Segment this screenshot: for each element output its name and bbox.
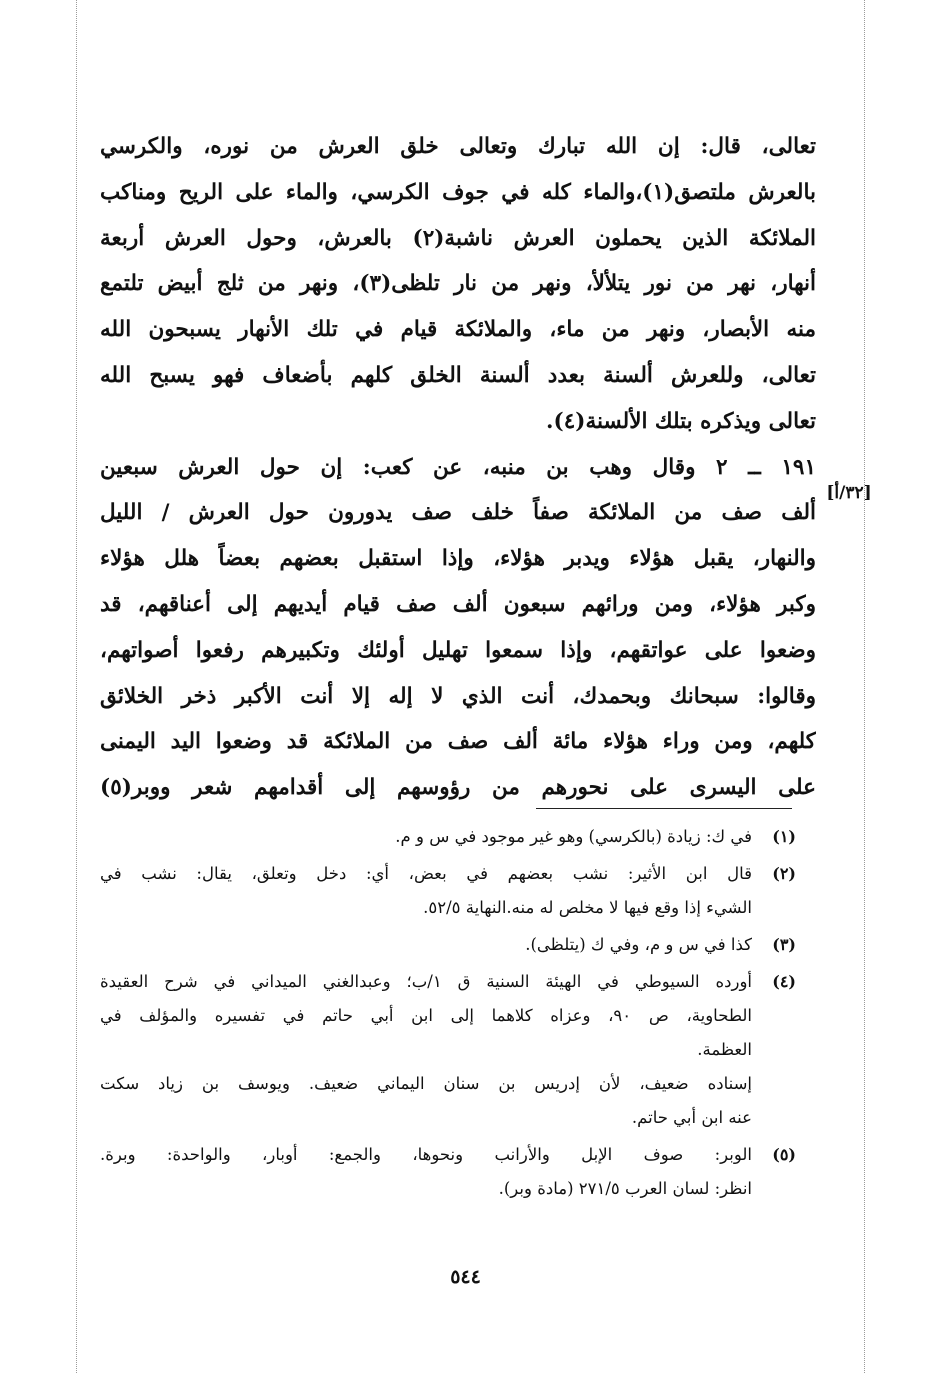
footnote-separator xyxy=(536,808,792,809)
main-text-line: ألف صف من الملائكة صفاً خلف صف يدورون حول العرش / الليل xyxy=(100,500,816,526)
footnote-line: كذا في س و م، وفي ك (يتلظى). xyxy=(525,935,752,954)
page-number: ٥٤٤ xyxy=(450,1266,481,1288)
footnote-line: انظر: لسان العرب ٢٧١/٥ (مادة وبر). xyxy=(498,1179,752,1198)
footnote-line: إسناده ضعيف، لأن إدريس بن سنان اليماني ضعيف. ويوسف بن زياد سكت xyxy=(100,1074,752,1093)
main-text-line: أنهار، نهر من نور يتلألأ، ونهر من نار تلظى(٣)، ونهر من ثلج أبيض تلتمع xyxy=(100,271,816,297)
main-text-line: والنهار، يقبل هؤلاء ويدبر هؤلاء، وإذا استقبل بعضهم بعضاً هلل هؤلاء xyxy=(100,546,816,572)
footnote-line: الطحاوية، ص ٩٠، وعزاه كلاهما إلى ابن أبي حاتم في تفسيره والمؤلف في xyxy=(100,1006,752,1025)
main-text-line: الملائكة الذين يحملون العرش ناشبة(٢) بالعرش، وحول العرش أربعة xyxy=(100,225,816,251)
manuscript-folio-reference: [٣٢/أ] xyxy=(826,483,872,503)
footnote-line: الوبر: صوف الإبل والأرانب ونحوها، والجمع: أوبار، والواحدة: وبرة. xyxy=(100,1145,752,1164)
main-text-line: وضعوا على عواتقهم، وإذا سمعوا تهليل أولئك وتكبيرهم رفعوا أصواتهم، xyxy=(100,637,816,663)
footnote xyxy=(100,857,796,925)
main-text-line: بالعرش ملتصق(١)،والماء كله في جوف الكرسي، والماء على الريح ومناكب xyxy=(100,179,816,205)
main-text-line: وكبر هؤلاء، ومن ورائهم سبعون ألف صف قيام أيديهم إلى أعناقهم، قد xyxy=(100,591,816,617)
main-text-line: كلهم، ومن وراء هؤلاء مائة ألف صف من الملائكة قد وضعوا اليد اليمنى xyxy=(100,729,816,755)
footnotes-block xyxy=(100,820,796,1209)
right-margin-dotted-rule xyxy=(864,0,865,1373)
footnote xyxy=(100,1138,796,1206)
footnote-number: (٤) xyxy=(772,972,796,991)
footnote xyxy=(100,965,796,1135)
main-text-line: تعالى، وللعرش ألسنة بعدد ألسنة الخلق كلهم بأضعاف فهو يسبح الله xyxy=(100,362,816,388)
main-text-line: منه الأبصار، ونهر من ماء، والملائكة قيام في تلك الأنهار يسبحون الله xyxy=(100,317,816,343)
footnote-line: العظمة. xyxy=(697,1040,752,1059)
footnote-number: (١) xyxy=(772,827,796,846)
footnote-number: (٥) xyxy=(772,1145,796,1164)
footnote-number: (٢) xyxy=(772,864,796,883)
main-text-line: على اليسرى على نحورهم من رؤوسهم إلى أقدامهم شعر ووبر(٥) xyxy=(100,775,816,801)
footnote-number: (٣) xyxy=(772,935,796,954)
main-text-line: وقالوا: سبحانك وبحمدك، أنت الذي لا إله إلا أنت الأكبر ذخر الخلائق xyxy=(100,683,816,709)
left-margin-dotted-rule xyxy=(76,0,77,1373)
footnote xyxy=(100,928,796,962)
main-text-block xyxy=(100,124,816,811)
footnote-line: في ك: زيادة (بالكرسي) وهو غير موجود في س و م. xyxy=(395,827,752,846)
footnote-line: عنه ابن أبي حاتم. xyxy=(631,1108,752,1127)
footnote-line: أورده السيوطي في الهيئة السنية ق ١/ب؛ وعبدالغني الميداني في شرح العقيدة xyxy=(100,972,752,991)
footnote xyxy=(100,820,796,854)
main-text-line: ١٩١ ــ ٢ وقال وهب بن منبه، عن كعب: إن حول العرش سبعين xyxy=(100,454,816,480)
main-text-line: تعالى ويذكره بتلك الألسنة(٤). xyxy=(546,408,816,434)
footnote-line: الشيء إذا وقع فيها لا مخلص له منه.النهاية ٥٢/٥. xyxy=(423,898,752,917)
main-text-line: تعالى، قال: إن الله تبارك وتعالى خلق العرش من نوره، والكرسي xyxy=(100,134,816,159)
footnote-line: قال ابن الأثير: نشب بعضهم في بعض، أي: دخل وتعلق، يقال: نشب في xyxy=(100,864,752,883)
